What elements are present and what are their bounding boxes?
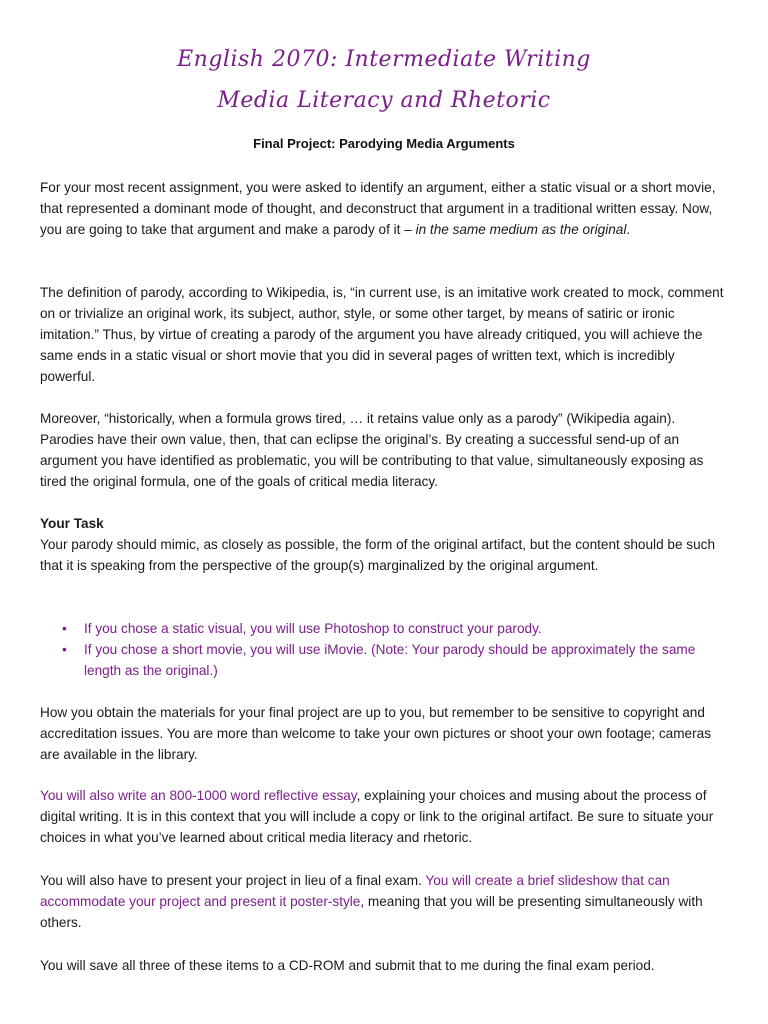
submission-text: You will save all three of these items to a CD-ROM and submit that to me during the final exam period. [40,958,655,973]
course-title: English 2070: Intermediate Writing [177,47,591,72]
presentation-end: , meaning that you will be presenting simultaneously with others. [40,894,703,930]
paragraph-presentation [40,870,730,933]
intro-text: For your most recent assignment, you were asked to identify an argument, either a static visual or a short movie, that represented a dominant mode of thought, and deconstruct that argument in a traditional written essay. Now, you are going to take that argument and make a parody of it – [40,180,716,237]
materials-text: How you obtain the materials for your final project are up to you, but remember to be sensitive to copyright and accreditation issues. You are more than welcome to take your own pictures or shoot your own footage; cameras are available in the library. [40,705,711,762]
paragraph-submission [40,955,730,976]
moreover-text: Moreover, “historically, when a formula grows tired, … it retains value only as a parody” (Wikipedia again). Parodies have their own value, then, that can eclipse the original’s. By creating a successful send-up of an argument you have identified as problematic, you will be contributing to that value, simultaneously exposing as tired the original formula, one of the goals of critical media literacy. [40,411,704,489]
bullet-text: If you chose a short movie, you will use iMovie. (Note: Your parody should be approximately the same length as the original.) [84,642,696,678]
bullet-icon: • [62,621,67,636]
paragraph-essay [40,785,730,848]
definition-text: The definition of parody, according to Wikipedia, is, “in current use, is an imitative work created to mock, comment on or trivialize an original work, its subject, author, style, or some other target, by means of satiric or ironic imitation.” Thus, by virtue of creating a parody of the argument you have already critiqued, you will achieve the same ends in a static visual or short movie that you did in several pages of written text, which is incredibly powerful. [40,285,724,384]
intro-end: . [626,222,631,237]
course-subtitle: Media Literacy and Rhetoric [217,88,551,113]
task-text: Your parody should mimic, as closely as possible, the form of the original artifact, but the content should be such that it is speaking from the perspective of the group(s) marginalized by the original argument. [40,537,716,573]
list-item [62,618,730,639]
project-title: Final Project: Parodying Media Arguments [253,136,515,151]
intro-italic: in the same medium as the original [415,222,627,237]
task-heading: Your Task [40,516,104,531]
bullet-icon: • [62,642,67,657]
essay-highlight: You will also write an 800-1000 word reflective essay [40,788,357,803]
paragraph-materials [40,702,730,765]
section-your-task [40,513,730,576]
presentation-text: You will also have to present your project in lieu of a final exam. [40,873,426,888]
paragraph-intro [40,177,730,240]
task-bullet-list [40,618,730,681]
essay-text: , explaining your choices and musing about the process of digital writing. It is in this context that you will include a copy or link to the original artifact. Be sure to situate your choices in what you’ve learned about critical media literacy and rhetoric. [40,788,714,845]
paragraph-definition [40,282,730,387]
bullet-text: If you chose a static visual, you will use Photoshop to construct your parody. [84,621,542,636]
list-item [62,639,730,681]
paragraph-moreover [40,408,730,492]
presentation-highlight: You will create a brief slideshow that can accommodate your project and present it poster-style [40,873,670,909]
